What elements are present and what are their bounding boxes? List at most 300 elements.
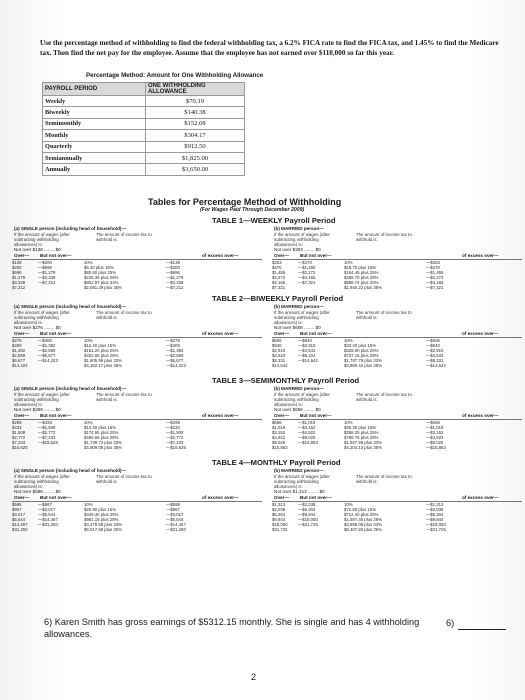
column-header-over: Over— <box>274 253 290 258</box>
answer-blank[interactable] <box>458 628 506 630</box>
allowance-header-period: PAYROLL PERIOD <box>43 83 146 96</box>
bracket-cell: —$5,544 <box>38 512 56 517</box>
bracket-cell: $356.25 plus 25% <box>344 430 379 435</box>
bracket-cell: —$6,304 <box>426 512 444 517</box>
single-status-label: (a) SINGLE person (including head of household)— <box>14 468 127 473</box>
bracket-cell: —$470 <box>426 265 440 270</box>
bracket-cell: $299 <box>12 420 22 425</box>
bracket-cell: $16.70 plus 15% <box>344 265 377 270</box>
bracket-cell: $3,880.42 plus 35% <box>344 363 382 368</box>
bracket-cell: $2,910 <box>272 348 286 353</box>
bracket-cell: $200 <box>12 265 22 270</box>
allowance-amount: $304.17 <box>146 130 245 141</box>
bracket-cell: $161.20 plus 25% <box>84 348 119 353</box>
bracket-cell: $1,279 <box>12 275 26 280</box>
bracket-cell: —$200 <box>38 260 52 265</box>
bracket-cell: —$6,304 <box>298 507 316 512</box>
column-header-of-excess: of excess over— <box>202 253 239 258</box>
bracket-cell <box>38 445 84 450</box>
bracket-cell: —$2,272 <box>426 275 444 280</box>
column-header-of-excess: of excess over— <box>202 495 239 500</box>
bracket-cell: $2,772 <box>12 435 26 440</box>
allowance-period: Biweekly <box>43 107 146 118</box>
bracket-cell: —$15,863 <box>426 445 446 450</box>
tax-description: The amount of income tax to withhold is: <box>96 310 152 320</box>
single-column <box>12 304 262 368</box>
allowance-row <box>43 107 245 118</box>
bracket-cell: $2,038 <box>272 507 286 512</box>
bracket-cell: $15,625 <box>12 445 28 450</box>
bracket-cell: $1,605.99 plus 33% <box>84 358 122 363</box>
allowance-header-amount: ONE WITHHOLDING ALLOWANCE <box>146 83 245 96</box>
bracket-cell: —$4,543 <box>426 353 444 358</box>
bracket-cell: $26.90 plus 15% <box>84 507 117 512</box>
married-column <box>272 226 522 290</box>
bracket-cell: $164.45 plus 25% <box>344 270 379 275</box>
allowance-row <box>43 96 245 107</box>
allowance-amount: $152.08 <box>146 118 245 129</box>
bracket-cell: $1,455 <box>272 270 286 275</box>
bracket-cell: $1,947.59 plus 33% <box>344 440 382 445</box>
not-over-line: Not over $656 ........ $0 <box>274 407 321 412</box>
bracket-cell <box>38 285 84 290</box>
bracket-cell: $12.40 plus 15% <box>84 343 117 348</box>
bracket-cell: —$656 <box>426 420 440 425</box>
bracket-cell: $9,025 <box>272 440 286 445</box>
bracket-cell: —$696 <box>38 265 52 270</box>
bracket-cell: —$433 <box>166 425 180 430</box>
bracket-cell: —$1,019 <box>426 425 444 430</box>
bracket-row <box>12 445 262 450</box>
bracket-cell: $138 <box>12 260 22 265</box>
bracket-cell: $433 <box>12 425 22 430</box>
column-header-but-not-over: But not over— <box>300 413 332 418</box>
bracket-cell: $276 <box>12 338 22 343</box>
column-header-over: Over— <box>14 413 30 418</box>
spacer <box>400 527 426 532</box>
bracket-cell: —$2,910 <box>298 343 316 348</box>
bracket-cell: 10% <box>84 420 93 425</box>
bracket-cell: —$14,423 <box>38 358 58 363</box>
bracket-cell: —$2,559 <box>38 348 56 353</box>
bracket-cell: $303 <box>272 260 282 265</box>
bracket-cell: —$940 <box>298 338 312 343</box>
bracket-cell <box>298 363 344 368</box>
spacer <box>140 363 166 368</box>
bracket-cell: —$3,152 <box>426 430 444 435</box>
bracket-rows <box>12 259 262 290</box>
bracket-cell: $3,152 <box>272 430 286 435</box>
not-over-line: Not over $299 ........ $0 <box>14 407 61 412</box>
wage-description: If the amount of wages (after subtracting withholding allowances) is: <box>14 474 70 489</box>
allowance-period: Quarterly <box>43 141 146 152</box>
bracket-cell: $18,050 <box>272 522 288 527</box>
column-header-of-excess: of excess over— <box>462 331 499 336</box>
bracket-cell: —$15,625 <box>166 445 186 450</box>
bracket-cell: —$2,559 <box>166 353 184 358</box>
bracket-cell: $31,725 <box>272 527 288 532</box>
bracket-cell: $33.40 plus 15% <box>344 343 377 348</box>
bracket-cell: $31,250 <box>12 527 28 532</box>
bracket-cell: —$7,321 <box>298 280 316 285</box>
bracket-cell: —$940 <box>426 343 440 348</box>
bracket-cell: $737.15 plus 28% <box>344 353 379 358</box>
bracket-cell: 10% <box>344 420 353 425</box>
bracket-cell: —$3,017 <box>166 512 184 517</box>
bracket-rows <box>12 337 262 368</box>
bracket-cell: —$400 <box>166 343 180 348</box>
bracket-cell: $8,407.83 plus 35% <box>344 527 382 532</box>
married-status-label: (b) MARRIED person— <box>274 468 324 473</box>
bracket-cell: —$138 <box>166 260 180 265</box>
bracket-cell: $798.75 plus 28% <box>344 435 379 440</box>
bracket-cell: $1,797.79 plus 33% <box>344 358 382 363</box>
bracket-cell <box>38 363 84 368</box>
bracket-cell: —$14,467 <box>38 517 58 522</box>
bracket-cell: —$1,019 <box>298 420 316 425</box>
column-header-but-not-over: But not over— <box>40 253 72 258</box>
bracket-cell: $2,272 <box>272 275 286 280</box>
answer-number: 6) <box>446 618 455 628</box>
bracket-cell: —$7,233 <box>166 440 184 445</box>
bracket-cell: $1,739.73 plus 33% <box>84 440 122 445</box>
spacer <box>206 285 262 290</box>
bracket-cell: $6,677 <box>12 358 26 363</box>
allowance-row <box>43 130 245 141</box>
bracket-cell: 10% <box>344 338 353 343</box>
bracket-cell: $7,233 <box>12 440 26 445</box>
column-header-but-not-over: But not over— <box>300 331 332 336</box>
bracket-cell: —$4,165 <box>426 280 444 285</box>
bracket-cell: $7,212 <box>12 285 26 290</box>
single-column <box>12 468 262 532</box>
bracket-cell: —$15,625 <box>38 440 58 445</box>
bracket-cell: $9,844 <box>272 517 286 522</box>
bracket-cell: $696 <box>12 270 22 275</box>
allowance-period: Semiannually <box>43 152 146 163</box>
bracket-cell: $72.50 plus 15% <box>344 507 377 512</box>
bracket-cell: —$9,844 <box>426 517 444 522</box>
bracket-cell: $4,165 <box>272 280 286 285</box>
bracket-cell: $15,863 <box>272 445 288 450</box>
bracket-cell: 10% <box>84 502 93 507</box>
withholding-table <box>12 216 522 296</box>
bracket-cell: $470 <box>272 265 282 270</box>
bracket-cell: —$7,212 <box>38 280 56 285</box>
not-over-line: Not over $606 ........ $0 <box>274 325 321 330</box>
married-status-label: (b) MARRIED person— <box>274 304 324 309</box>
bracket-cell: —$299 <box>166 420 180 425</box>
bracket-row <box>272 445 522 450</box>
bracket-cell: —$2,772 <box>38 430 56 435</box>
bracket-cell: $7,321 <box>272 285 286 290</box>
bracket-cell: —$2,038 <box>426 507 444 512</box>
bracket-cell: $606 <box>272 338 282 343</box>
single-column <box>12 386 262 450</box>
bracket-row <box>272 285 522 290</box>
bracket-cell: —$31,250 <box>166 527 186 532</box>
bracket-cell: $598 <box>12 502 22 507</box>
bracket-cell: —$9,844 <box>298 512 316 517</box>
spacer <box>400 285 426 290</box>
bracket-cell: —$400 <box>38 338 52 343</box>
bracket-cell: —$5,544 <box>166 517 184 522</box>
bracket-cell: —$18,050 <box>426 522 446 527</box>
bracket-cell: $6,304 <box>272 512 286 517</box>
single-status-label: (a) SINGLE person (including head of household)— <box>14 386 127 391</box>
bracket-cell: —$1,455 <box>426 270 444 275</box>
bracket-cell: $1,019 <box>272 425 286 430</box>
column-header-but-not-over: But not over— <box>40 331 72 336</box>
bracket-row <box>12 285 262 290</box>
bracket-cell: —$6,677 <box>166 358 184 363</box>
column-header-of-excess: of excess over— <box>462 253 499 258</box>
bracket-cell: —$14,423 <box>166 363 186 368</box>
tax-description: The amount of income tax to withhold is: <box>96 392 152 402</box>
bracket-cell: —$200 <box>166 265 180 270</box>
spacer <box>206 527 262 532</box>
spacer <box>140 445 166 450</box>
column-header-but-not-over: But not over— <box>300 495 332 500</box>
bracket-cell: —$598 <box>166 502 180 507</box>
wage-description: If the amount of wages (after subtracting withholding allowances) is: <box>14 310 70 325</box>
wage-description: If the amount of wages (after subtracting withholding allowances) is: <box>14 232 70 247</box>
bracket-cell: —$1,392 <box>38 343 56 348</box>
bracket-cell: $226.35 plus 28% <box>84 275 119 280</box>
bracket-cell: —$303 <box>426 260 440 265</box>
bracket-cell: —$4,543 <box>298 348 316 353</box>
bracket-cell: $4,204.13 plus 35% <box>344 445 382 450</box>
table-title: TABLE 4—MONTHLY Payroll Period <box>212 458 341 467</box>
bracket-cell <box>38 527 84 532</box>
bracket-cell: —$433 <box>38 420 52 425</box>
married-column <box>272 386 522 450</box>
allowance-amount: $70.19 <box>146 96 245 107</box>
bracket-cell: 10% <box>344 502 353 507</box>
bracket-cell: —$4,922 <box>426 435 444 440</box>
bracket-row <box>12 363 262 368</box>
allowance-rows <box>43 96 245 176</box>
bracket-cell: $867 <box>12 507 22 512</box>
bracket-cell: $36.30 plus 15% <box>344 425 377 430</box>
bracket-cell: $80.60 plus 25% <box>84 270 117 275</box>
bracket-cell: $1,508 <box>12 430 26 435</box>
tables-title: Tables for Percentage Method of Withholding <box>148 197 342 207</box>
not-over-line: Not over $303 ........ $0 <box>274 247 321 252</box>
bracket-cell: —$3,152 <box>298 425 316 430</box>
column-header-of-excess: of excess over— <box>202 331 239 336</box>
bracket-rows <box>272 419 522 450</box>
bracket-cell: —$14,642 <box>426 363 446 368</box>
bracket-cell: —$18,050 <box>298 517 318 522</box>
wage-description: If the amount of wages (after subtracting withholding allowances) is: <box>274 474 330 489</box>
bracket-cell: $6.20 plus 15% <box>84 265 114 270</box>
bracket-cell: $349.40 plus 25% <box>84 512 119 517</box>
bracket-cell: $3,017 <box>12 512 26 517</box>
spacer <box>140 285 166 290</box>
bracket-cell: $1,313 <box>272 502 286 507</box>
bracket-cell: $4,162.17 plus 35% <box>84 363 122 368</box>
tax-description: The amount of income tax to withhold is: <box>356 310 412 320</box>
bracket-cell: —$606 <box>426 338 440 343</box>
withholding-table <box>12 458 522 538</box>
bracket-cell: —$4,165 <box>298 275 316 280</box>
bracket-cell: $9,017.98 plus 35% <box>84 527 122 532</box>
column-header-but-not-over: But not over— <box>40 495 72 500</box>
bracket-cell: —$9,025 <box>426 440 444 445</box>
bracket-cell: $940 <box>272 343 282 348</box>
bracket-cell: —$3,338 <box>166 280 184 285</box>
tax-description: The amount of income tax to withhold is: <box>356 474 412 484</box>
bracket-cell: —$2,272 <box>298 270 316 275</box>
wage-description: If the amount of wages (after subtracting withholding allowances) is: <box>14 392 70 407</box>
bracket-cell: $712.40 plus 25% <box>344 512 379 517</box>
bracket-cell: $5,544 <box>12 517 26 522</box>
wage-description: If the amount of wages (after subtracting withholding allowances) is: <box>274 310 330 325</box>
allowance-amount: $140.38 <box>146 107 245 118</box>
bracket-rows <box>12 501 262 532</box>
bracket-rows <box>12 419 262 450</box>
column-header-over: Over— <box>14 495 30 500</box>
column-header-of-excess: of excess over— <box>462 413 499 418</box>
column-header-but-not-over: But not over— <box>300 253 332 258</box>
bracket-cell: 10% <box>344 260 353 265</box>
bracket-cell: —$15,863 <box>298 440 318 445</box>
tables-subtitle: (For Wages Paid Through December 2009) <box>200 207 305 213</box>
bracket-cell: —$867 <box>38 502 52 507</box>
bracket-cell: $368.70 plus 28% <box>344 275 379 280</box>
page-number: 2 <box>251 672 257 682</box>
tax-description: The amount of income tax to withhold is: <box>96 474 152 484</box>
bracket-rows <box>272 337 522 368</box>
bracket-cell: —$3,338 <box>38 275 56 280</box>
column-header-over: Over— <box>274 413 290 418</box>
spacer <box>466 445 522 450</box>
column-header-over: Over— <box>274 331 290 336</box>
single-status-label: (a) SINGLE person (including head of household)— <box>14 226 127 231</box>
bracket-cell: $14,467 <box>12 522 28 527</box>
tax-description: The amount of income tax to withhold is: <box>356 392 412 402</box>
withholding-table <box>12 294 522 374</box>
single-column <box>12 226 262 290</box>
bracket-cell: —$1,279 <box>38 270 56 275</box>
bracket-cell: —$8,331 <box>298 353 316 358</box>
allowance-row <box>43 141 245 152</box>
bracket-cell <box>298 527 344 532</box>
bracket-cell: $452.95 plus 28% <box>84 353 119 358</box>
bracket-cell: —$7,212 <box>166 285 184 290</box>
bracket-cell: $4,509.09 plus 35% <box>84 445 122 450</box>
wage-description: If the amount of wages (after subtracting withholding allowances) is: <box>274 232 330 247</box>
spacer <box>400 363 426 368</box>
bracket-row <box>12 527 262 532</box>
bracket-cell: —$14,642 <box>298 358 318 363</box>
bracket-cell: —$2,038 <box>298 502 316 507</box>
married-status-label: (b) MARRIED person— <box>274 386 324 391</box>
table-title: TABLE 2—BIWEEKLY Payroll Period <box>212 294 344 303</box>
column-header-but-not-over: But not over— <box>40 413 72 418</box>
bracket-cell: —$1,455 <box>298 265 316 270</box>
bracket-cell: —$470 <box>298 260 312 265</box>
allowance-row <box>43 118 245 129</box>
married-status-label: (b) MARRIED person— <box>274 226 324 231</box>
allowance-period: Annually <box>43 164 146 175</box>
bracket-rows <box>272 259 522 290</box>
bracket-cell: —$867 <box>166 507 180 512</box>
bracket-cell: —$6,677 <box>38 353 56 358</box>
bracket-cell: $3,895.08 plus 33% <box>344 522 382 527</box>
not-over-line: Not over $138 ........ $0 <box>14 247 61 252</box>
bracket-cell: 10% <box>84 338 93 343</box>
instructions: Use the percentage method of withholding to find the federal withholding tax, a 6.2% FICA rate to find the FICA tax, and 1.45% to find the Medicare tax. Then find the net pay for the employee. Assume that the employee has not earned over $110,000 so far this year. <box>40 39 499 57</box>
bracket-cell: $1,597.40 plus 28% <box>344 517 382 522</box>
bracket-cell: —$31,250 <box>38 522 58 527</box>
bracket-cell: $14,423 <box>12 363 28 368</box>
question-text: 6) Karen Smith has gross earnings of $5312.15 monthly. She is single and has 4 withholding allowances. <box>44 617 420 639</box>
spacer <box>206 363 262 368</box>
bracket-cell: $3,479.59 plus 33% <box>84 522 122 527</box>
table-title: TABLE 3—SEMIMONTHLY Payroll Period <box>212 376 360 385</box>
bracket-cell: —$3,017 <box>38 507 56 512</box>
bracket-cell: —$1,392 <box>166 348 184 353</box>
bracket-cell: $174.65 plus 25% <box>84 430 119 435</box>
allowance-amount: $1,825.00 <box>146 152 245 163</box>
spacer <box>466 527 522 532</box>
bracket-cell: $656 <box>272 420 282 425</box>
bracket-cell: $4,922 <box>272 435 286 440</box>
bracket-cell: $1,940.22 plus 35% <box>344 285 382 290</box>
bracket-row <box>272 527 522 532</box>
bracket-cell: —$31,725 <box>426 527 446 532</box>
bracket-cell: —$1,508 <box>166 430 184 435</box>
allowance-period: Monthly <box>43 130 146 141</box>
column-header-of-excess: of excess over— <box>462 495 499 500</box>
bracket-cell: —$276 <box>166 338 180 343</box>
column-header-over: Over— <box>274 495 290 500</box>
bracket-cell: $898.74 plus 33% <box>344 280 379 285</box>
allowance-amount: $3,650.00 <box>146 164 245 175</box>
bracket-cell: —$9,025 <box>298 435 316 440</box>
bracket-cell: $400 <box>12 343 22 348</box>
bracket-cell: —$1,279 <box>166 275 184 280</box>
bracket-cell: $1,392 <box>12 348 26 353</box>
bracket-cell: $2,081.29 plus 35% <box>84 285 122 290</box>
bracket-cell: $8,331 <box>272 358 286 363</box>
bracket-cell: —$7,321 <box>426 285 444 290</box>
bracket-cell: $981.15 plus 28% <box>84 517 119 522</box>
bracket-cell: —$31,725 <box>298 522 318 527</box>
bracket-cell: —$696 <box>166 270 180 275</box>
spacer <box>140 527 166 532</box>
column-header-of-excess: of excess over— <box>202 413 239 418</box>
bracket-cell: —$4,922 <box>298 430 316 435</box>
bracket-cell: $14,642 <box>272 363 288 368</box>
tax-description: The amount of income tax to withhold is: <box>356 232 412 242</box>
spacer <box>466 363 522 368</box>
bracket-cell: $2,559 <box>12 353 26 358</box>
not-over-line: Not over $276 ........ $0 <box>14 325 61 330</box>
bracket-cell: $4,543 <box>272 353 286 358</box>
wage-description: If the amount of wages (after subtracting withholding allowances) is: <box>274 392 330 407</box>
bracket-row <box>272 363 522 368</box>
allowance-period: Semimonthly <box>43 118 146 129</box>
bracket-cell: —$2,910 <box>426 348 444 353</box>
married-column <box>272 468 522 532</box>
single-status-label: (a) SINGLE person (including head of household)— <box>14 304 127 309</box>
bracket-cell: $802.87 plus 33% <box>84 280 119 285</box>
allowance-row <box>43 164 245 175</box>
bracket-rows <box>272 501 522 532</box>
